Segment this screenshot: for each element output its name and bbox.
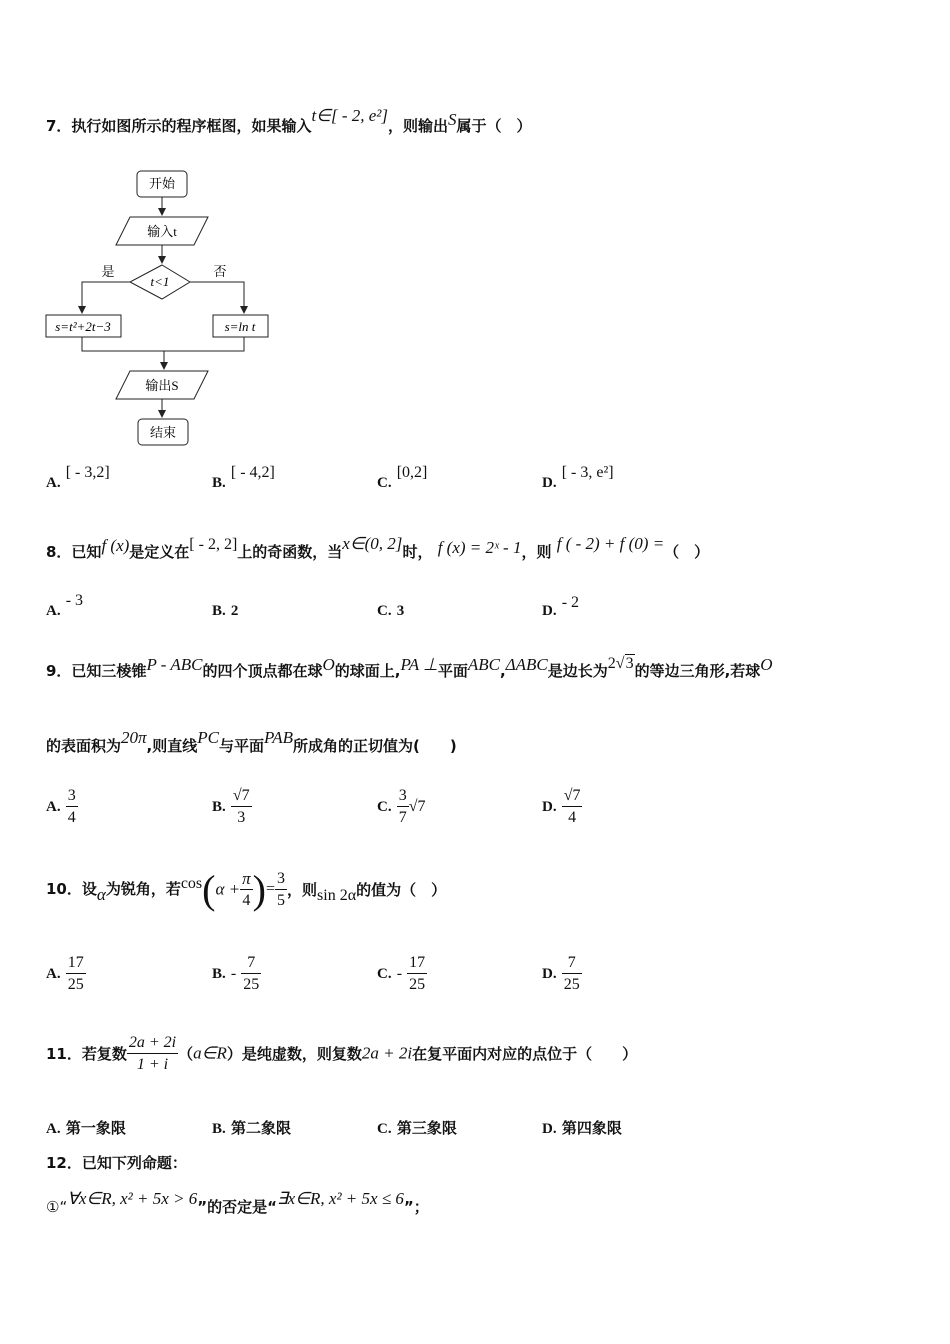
q10-stem: 10．设α为锐角，若cos(α + $\frac{\pi}{4}$ )= $\frac{3}{5}$ ，则sin 2α的值为（ ） (46, 867, 447, 912)
q12-proposition-1: ①“∀x∈R, x² + 5x > 6”的否定是“∃x∈R, x² + 5x ≤ 6”； (46, 1189, 429, 1216)
flow-no-label: 否 (213, 264, 227, 279)
q8-stem: 8．已知f (x)是定义在[ - 2, 2]上的奇函数，当x∈(0, 2]时， f (x) = 2ˣ - 1，则 f ( - 2) + f (0) =（ ） (46, 534, 710, 561)
q8-f: f (x) (101, 536, 130, 555)
q11-option-c: C. 第三象限 (377, 1119, 457, 1137)
q11-stem: 11．若复数 $\frac{2a + 2i}{1 + i}$ （a∈R）是纯虚数，则复数2a + 2i在复平面内对应的点位于（ ） (46, 1034, 638, 1073)
q11-option-a: A. 第一象限 (46, 1119, 126, 1137)
q10-option-c: C. - $\frac{17}{25}$ (377, 954, 426, 993)
q9-option-d: D. $\frac{√7}{4}$ (542, 787, 581, 826)
q7-stem-text-3: 属于（ ） (456, 117, 532, 135)
q9-option-b: B. $\frac{√7}{3}$ (212, 787, 250, 826)
q8-option-a: A. - 3 (46, 592, 84, 619)
q8-condition: x∈(0, 2] (342, 534, 403, 553)
flow-output-label: 输出S (145, 378, 179, 393)
q9-option-a: A. $\frac{3}{4}$ (46, 787, 76, 826)
q10-option-d: D. $\frac{7}{25}$ (542, 954, 580, 993)
q9-stem-line1: 9．已知三棱锥P - ABC的四个顶点都在球O的球面上,PA ⊥平面ABC,ΔABC是边长为2√3的等边三角形,若球O (46, 655, 773, 680)
q7-option-a: A. [ - 3,2] (46, 464, 110, 491)
q7-option-c: C. [0,2] (377, 464, 428, 491)
flow-right-label: s=ln t (224, 319, 256, 334)
q10-option-b: B. - $\frac{7}{25}$ (212, 954, 260, 993)
q7-var-s: S (448, 110, 457, 129)
q9-stem-line2: 的表面积为20π,则直线PC与平面PAB所成角的正切值为( ) (46, 728, 457, 755)
flow-decision-label: t<1 (150, 274, 170, 289)
q7-stem (46, 106, 532, 136)
q7-option-b: B. [ - 4,2] (212, 464, 275, 491)
q8-ask: f ( - 2) + f (0) = (556, 534, 665, 553)
q8-option-b: B. 2 (212, 603, 239, 619)
q7-condition: t∈[ - 2, e²] (311, 106, 389, 125)
q8-option-c: C. 3 (377, 603, 405, 619)
q8-expression: f (x) = 2ˣ - 1 (437, 538, 522, 557)
q8-domain: [ - 2, 2] (189, 536, 238, 553)
flowchart (40, 165, 280, 450)
q11-option-b: B. 第二象限 (212, 1119, 292, 1137)
flow-left-label: s=t²+2t−3 (55, 319, 111, 334)
flow-input-label: 输入t (147, 224, 177, 239)
q8-option-d: D. - 2 (542, 594, 580, 619)
q7-stem-text: 7．执行如图所示的程序框图，如果输入 (46, 117, 312, 135)
q11-option-d: D. 第四象限 (542, 1119, 622, 1137)
q12-stem: 12．已知下列命题： (46, 1154, 187, 1172)
q7-option-d: D. [ - 3, e²] (542, 464, 614, 491)
flow-end-label: 结束 (149, 425, 177, 440)
flow-start-label: 开始 (148, 176, 176, 191)
q10-option-a: A. $\frac{17}{25}$ (46, 954, 84, 993)
q7-stem-text-2: ，则输出 (388, 117, 449, 135)
flow-yes-label: 是 (101, 264, 115, 279)
q9-option-c: C. $\frac{3}{7}$ √7 (377, 787, 426, 826)
